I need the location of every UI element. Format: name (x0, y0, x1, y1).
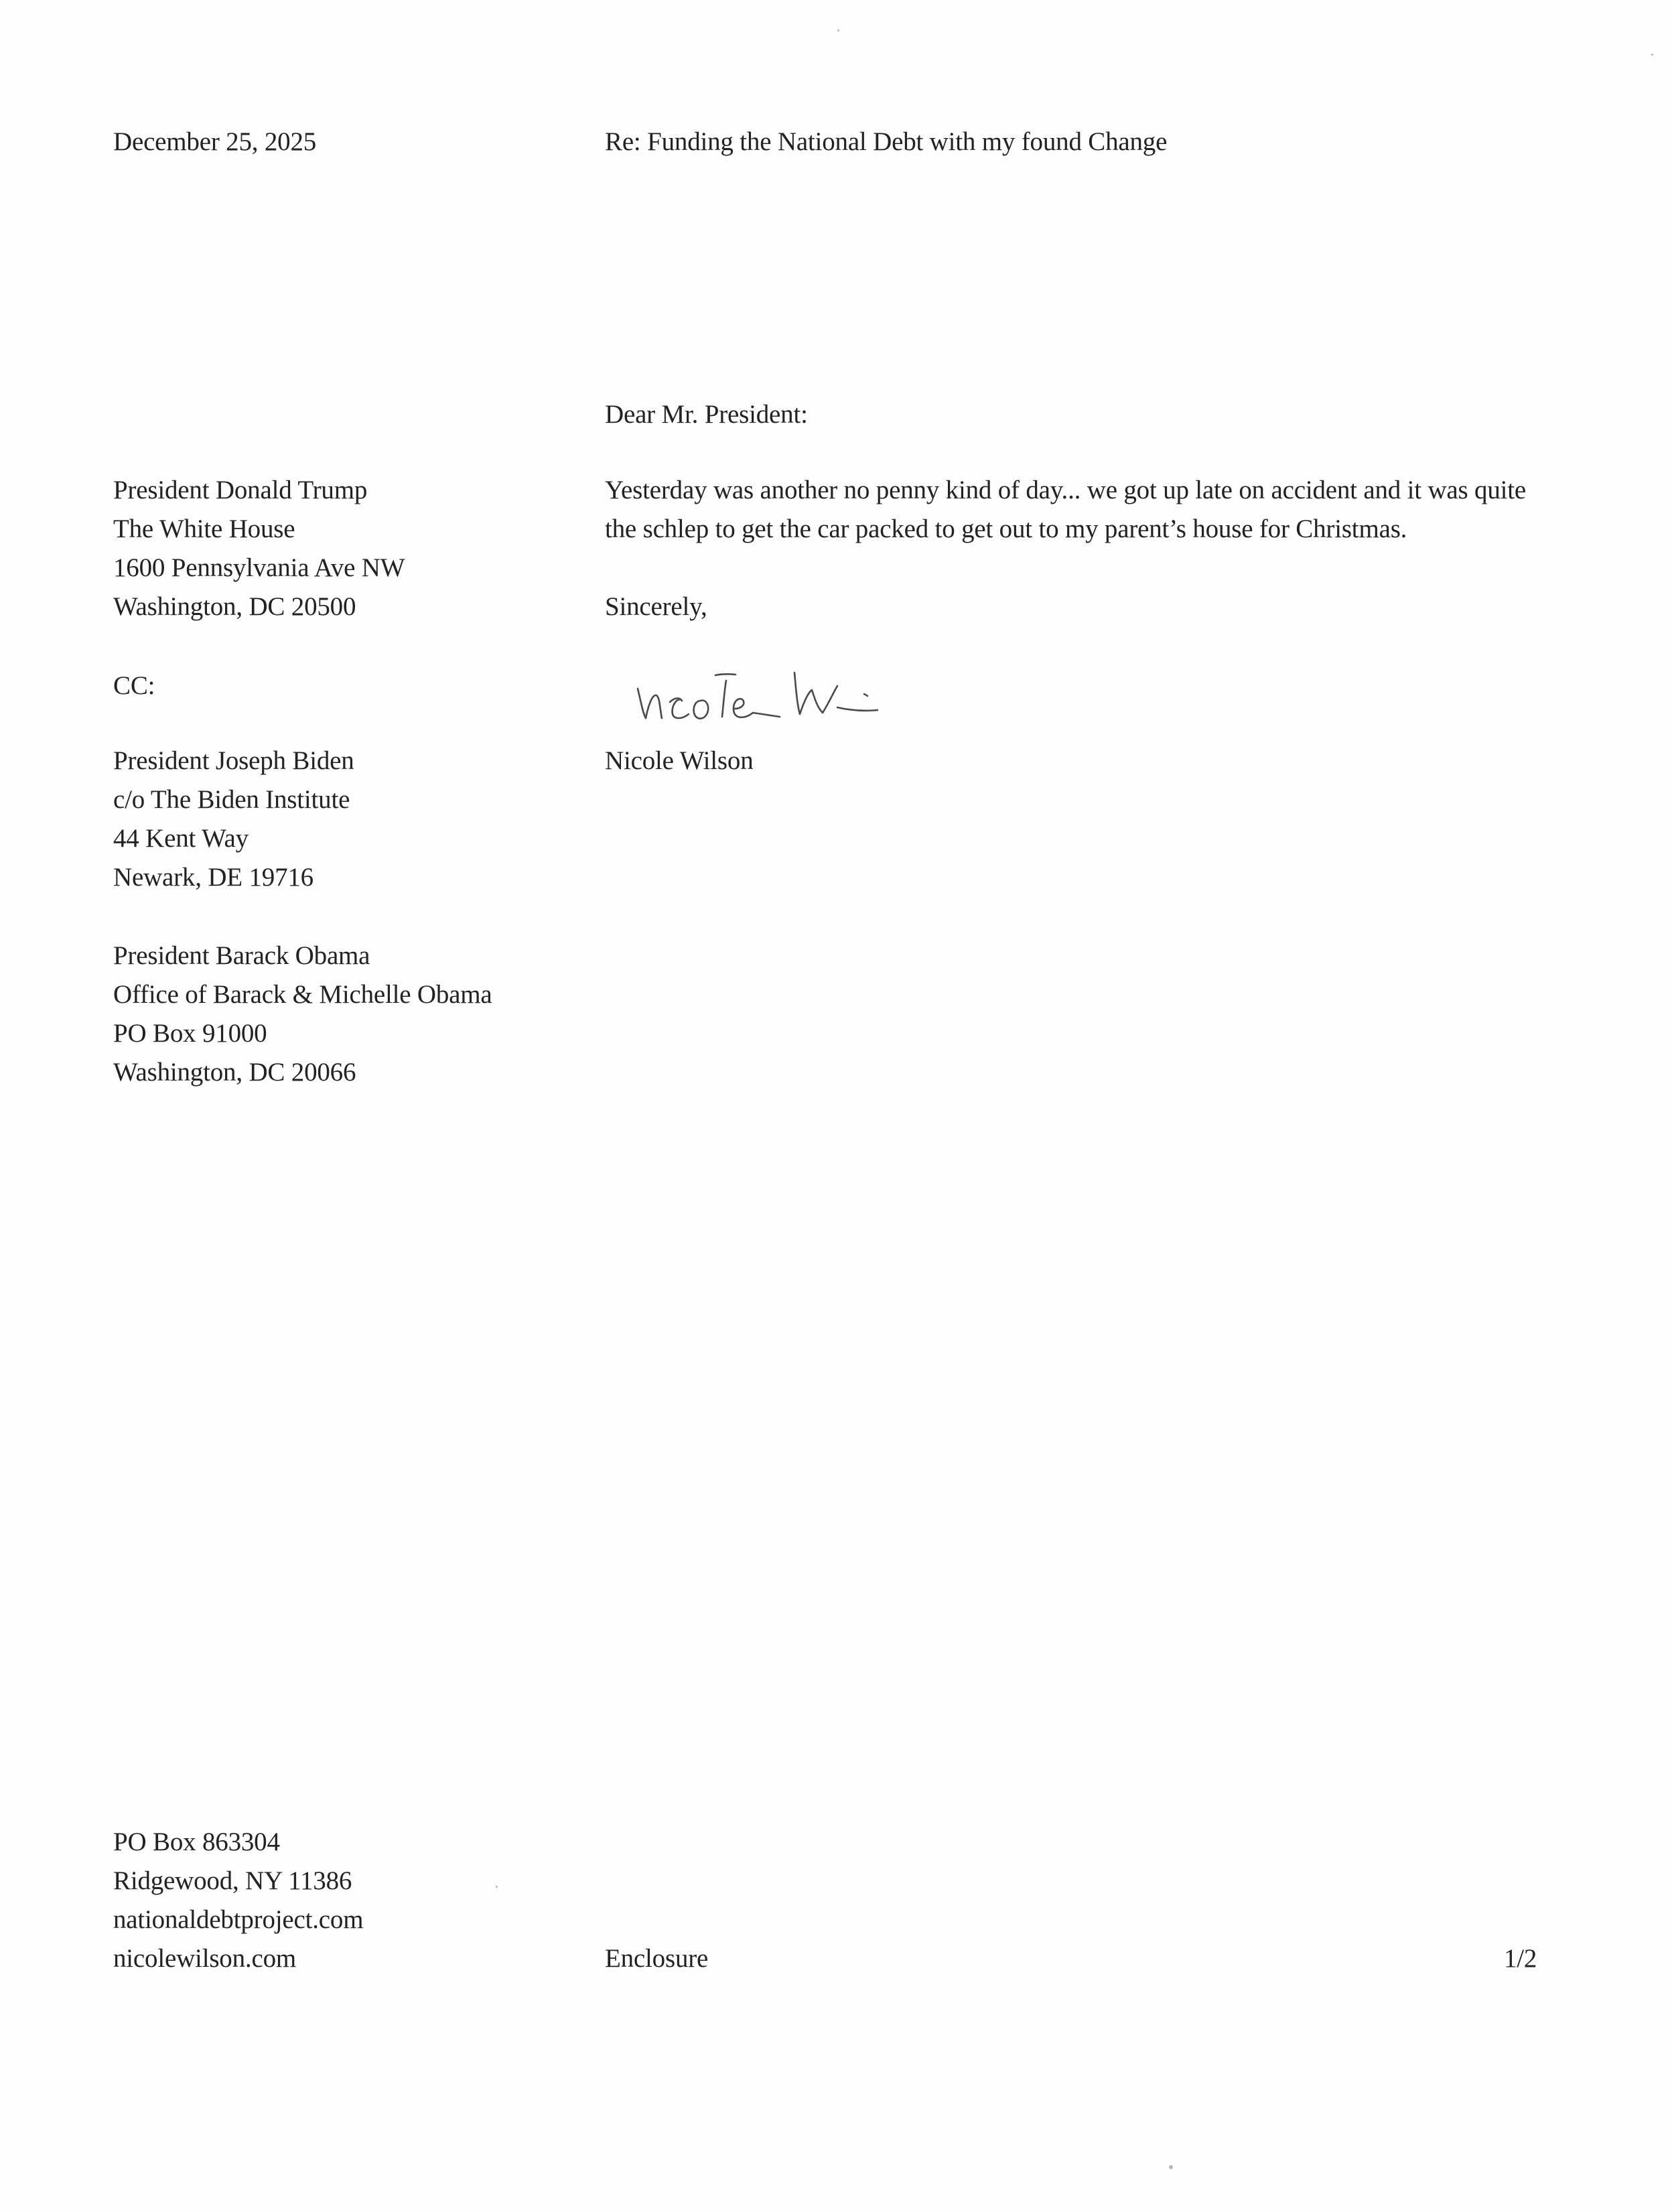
cc-recipient-address (113, 937, 492, 1092)
sender-line: Ridgewood, NY 11386 (113, 1866, 352, 1895)
recipient-line: 1600 Pennsylvania Ave NW (113, 553, 405, 582)
recipient-line: Washington, DC 20500 (113, 592, 356, 621)
cc-recipient-line: PO Box 91000 (113, 1019, 267, 1048)
scan-speck (837, 29, 839, 31)
cc-recipient-name: President Barack Obama (113, 941, 370, 970)
scan-speck (1651, 54, 1653, 56)
cc-label: CC: (113, 671, 155, 700)
signature-drawing (628, 661, 977, 734)
signer-name: Nicole Wilson (605, 746, 754, 775)
salutation: Dear Mr. President: (605, 400, 808, 429)
sender-line: PO Box 863304 (113, 1827, 280, 1856)
cc-recipient-line: Office of Barack & Michelle Obama (113, 980, 492, 1009)
cc-recipient-line: Washington, DC 20066 (113, 1058, 356, 1087)
closing: Sincerely, (605, 592, 707, 621)
scan-speck (496, 1886, 498, 1888)
scan-speck (1169, 2165, 1173, 2169)
letter-body: Yesterday was another no penny kind of day... we got up late on accident and it was quite the schlep to get the car packed to get out to my parent’s house for Christmas. (605, 476, 1527, 543)
sender-website[interactable]: nicolewilson.com (113, 1944, 296, 1973)
cc-recipient-line: c/o The Biden Institute (113, 785, 350, 814)
recipient-line: The White House (113, 514, 295, 543)
enclosure-note: Enclosure (605, 1944, 709, 1973)
page-number: 1/2 (1504, 1944, 1537, 1973)
letter-subject: Re: Funding the National Debt with my found Change (605, 127, 1168, 156)
handwritten-signature (628, 661, 977, 734)
recipient-name: President Donald Trump (113, 476, 368, 504)
letter-date: December 25, 2025 (113, 127, 317, 156)
cc-recipient-line: 44 Kent Way (113, 824, 249, 853)
recipient-address (113, 471, 405, 626)
sender-address (113, 1823, 363, 1978)
sender-website[interactable]: nationaldebtproject.com (113, 1905, 364, 1934)
cc-recipient-name: President Joseph Biden (113, 746, 354, 775)
cc-recipient-line: Newark, DE 19716 (113, 863, 314, 892)
cc-recipient-address (113, 742, 354, 897)
